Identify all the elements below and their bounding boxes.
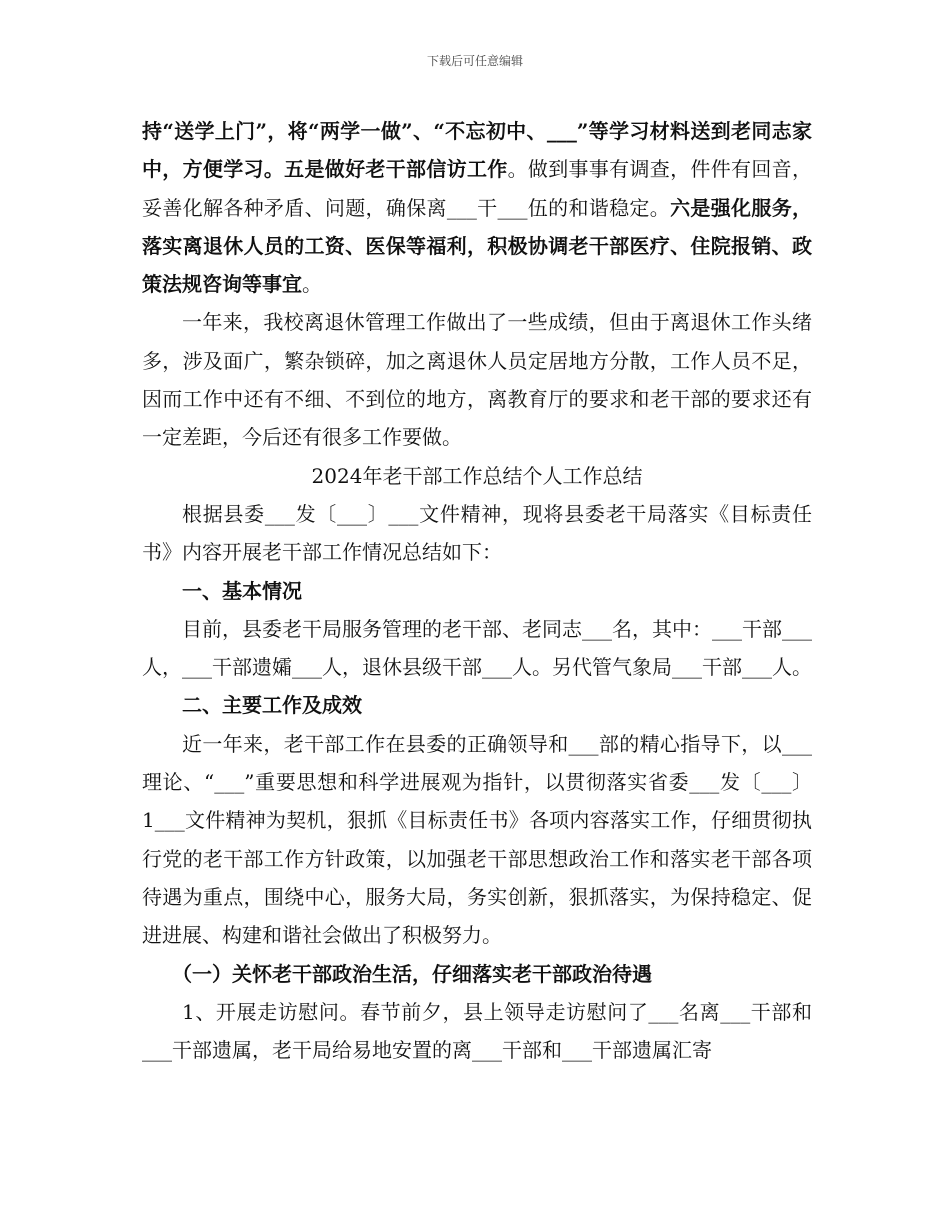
bold-text: 持“送学上门”，将“两学一做”、“不忘初中、___”等学习材料送到老同志家中，方便学习。五是做好老干部信访工作 [142,119,812,182]
paragraph-basic-situation: 目前，县委老干局服务管理的老干部、老同志___名，其中：___干部___人，___干部遗孀___人，退休县级干部___人。另代管气象局___干部___人。 [142,616,812,680]
paragraph-main-work: 近一年来，老干部工作在县委的正确领导和___部的精心指导下，以___理论、“___”重要思想和科学进展观为指针，以贯彻落实省委___发〔___〕1___文件精神为契机，狠抓《目标责任书》各项内容落实工作，仔细贯彻执行党的老干部工作方针政策，以加强老干部思想政治工作和落实老干部各项待遇为重点，围绕中心，服务大局，务实创新，狠抓落实，为保持稳定、促进进展、构建和谐社会做出了积极努力。 [142,731,812,948]
normal-text: 。做到事事有调查，件件有回音，妥善化解各种矛盾、问题，确保离___干___伍的和谐稳定。 [142,157,812,220]
section-heading-main-work: 二、主要工作及成效 [182,693,362,718]
paragraph-visits: 1、开展走访慰问。春节前夕，县上领导走访慰问了___名离___干部和___干部遗属，老干局给易地安置的离___干部和___干部遗属汇寄 [142,999,812,1063]
subsection-heading-political-care: （一）关怀老干部政治生活，仔细落实老干部政治待遇 [172,961,652,986]
document-title: 2024年老干部工作总结个人工作总结 [311,463,643,488]
bold-text: 六是强化服务，落实离退休人员的工资、医保等福利，积极协调老干部医疗、住院报销、政策法规咨询等事宜 [142,195,813,297]
paragraph-intro: 根据县委___发〔___〕___文件精神，现将县委老干局落实《目标责任书》内容开展老干部工作情况总结如下： [142,501,812,565]
normal-text: 。 [302,272,322,297]
paragraph-service-summary [142,112,812,303]
paragraph-year-review: 一年来，我校离退休管理工作做出了一些成绩，但由于离退休工作头绪多，涉及面广，繁杂锁碎，加之离退休人员定居地方分散，工作人员不足，因而工作中还有不细、不到位的地方，离教育厅的要求和老干部的要求还有一定差距，今后还有很多工作要做。 [142,310,812,450]
section-heading-basic: 一、基本情况 [182,578,302,603]
document-body [142,112,812,1069]
page-header: 下载后可任意编辑 [426,54,523,68]
